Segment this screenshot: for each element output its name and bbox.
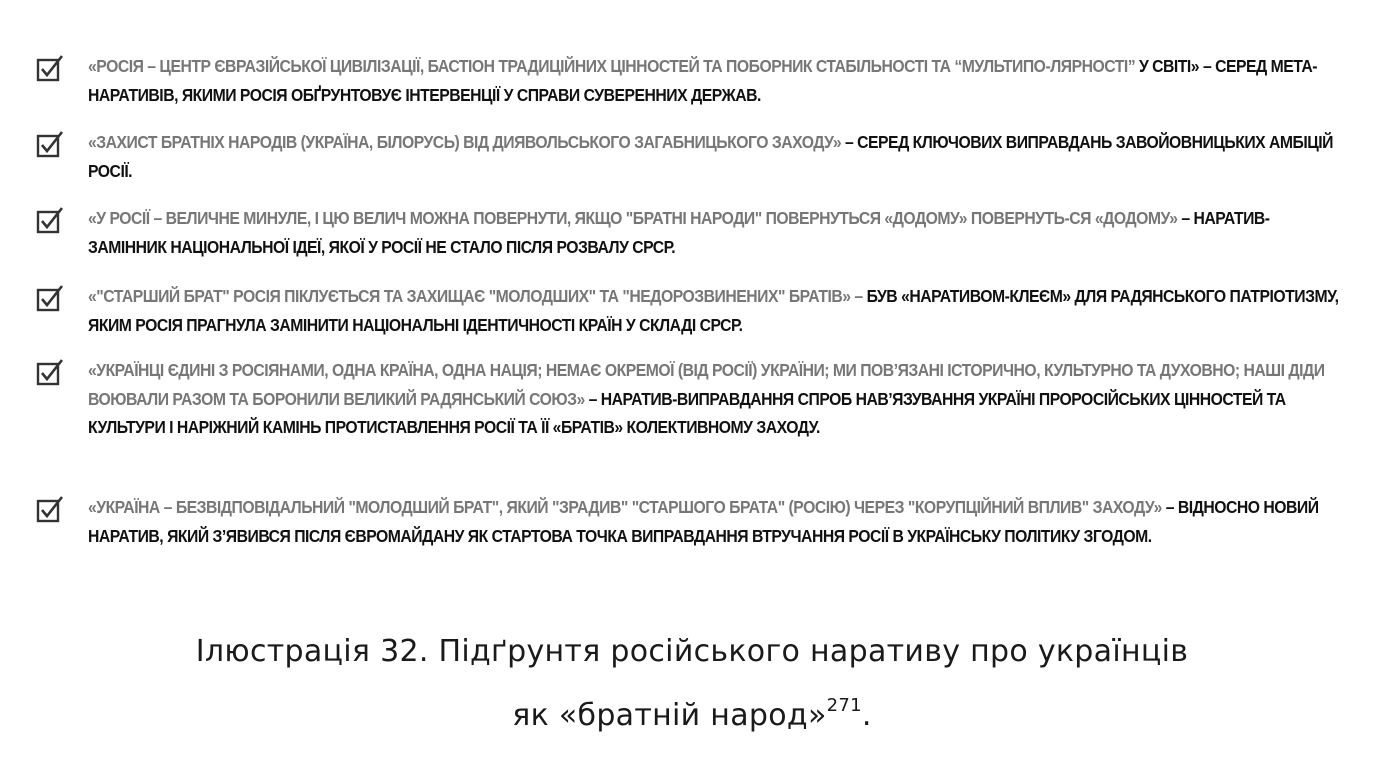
narrative-quote: «РОСІЯ – ЦЕНТР ЄВРАЗІЙСЬКОЇ ЦИВІЛІЗАЦІЇ, БАСТІОН ТРАДИЦІЙНИХ ЦІННОСТЕЙ ТА ПОБОРНИК СТАБІЛЬНОСТІ ТА “МУЛЬТИПО-ЛЯРНОСТІ” [88, 56, 1136, 76]
checked-box-icon [36, 284, 64, 312]
checked-box-icon [36, 206, 64, 234]
list-item-text [88, 282, 1339, 339]
narrative-description: – ВІДНОСНО НОВИЙ НАРАТИВ, ЯКИЙ З’ЯВИВСЯ ПІСЛЯ ЄВРОМАЙДАНУ ЯК СТАРТОВА ТОЧКА ВИПРАВДАННЯ ВТРУЧАННЯ РОСІЇ В УКРАЇНСЬКУ ПОЛІТИКУ ЗГОДОМ. [88, 497, 1319, 546]
narrative-quote: «У РОСІЇ – ВЕЛИЧНЕ МИНУЛЕ, І ЦЮ ВЕЛИЧ МОЖНА ПОВЕРНУТИ, ЯКЩО "БРАТНІ НАРОДИ" ПОВЕРНУТЬСЯ «ДОДОМУ» ПОВЕРНУТЬ-СЯ «ДОДОМУ» [88, 208, 1178, 228]
footnote-marker: 271 [826, 695, 862, 716]
checked-box-icon [36, 130, 64, 158]
narrative-description: – НАРАТИВ-ВИПРАВДАННЯ СПРОБ НАВ’ЯЗУВАННЯ УКРАЇНІ ПРОРОСІЙСЬКИХ ЦІННОСТЕЙ ТА КУЛЬТУРИ І НАРІЖНИЙ КАМІНЬ ПРОТИСТАВЛЕННЯ РОСІЇ ТА ЇЇ «БРАТІВ» КОЛЕКТИВНОМУ ЗАХОДУ. [88, 388, 1286, 437]
narrative-description: У СВІТІ» – СЕРЕД МЕТА-НАРАТИВІВ, ЯКИМИ РОСІЯ ОБҐРУНТОВУЄ ІНТЕРВЕНЦІЇ У СПРАВИ СУВЕРЕННИХ ДЕРЖАВ. [88, 56, 1318, 105]
caption-line-1: Ілюстрація 32. Підґрунтя російського наративу про українців [195, 634, 1189, 669]
list-item-text [88, 128, 1339, 185]
list-item-text [88, 356, 1339, 442]
checked-box-icon [36, 54, 64, 82]
narrative-quote: «ЗАХИСТ БРАТНІХ НАРОДІВ (УКРАЇНА, БІЛОРУСЬ) ВІД ДИЯВОЛЬСЬКОГО ЗАГАБНИЦЬКОГО ЗАХОДУ» [88, 132, 842, 152]
figure-caption [0, 634, 1384, 669]
list-item-text [88, 493, 1339, 550]
narrative-description: – СЕРЕД КЛЮЧОВИХ ВИПРАВДАНЬ ЗАВОЙОВНИЦЬКИХ АМБІЦІЙ РОСІЇ. [88, 132, 1333, 181]
figure-caption-continued [0, 695, 1384, 733]
narrative-quote: «УКРАЇНЦІ ЄДИНІ З РОСІЯНАМИ, ОДНА КРАЇНА, ОДНА НАЦІЯ; НЕМАЄ ОКРЕМОЇ (ВІД РОСІЇ) УКРАЇНИ; МИ ПОВ’ЯЗАНІ ІСТОРИЧНО, КУЛЬТУРНО ТА ДУХОВНО; НАШІ ДІДИ ВОЮВАЛИ РАЗОМ ТА БОРОНИЛИ ВЕЛИКИЙ РАДЯНСЬКИЙ СОЮЗ» [88, 360, 1325, 409]
list-item-text [88, 204, 1339, 261]
narrative-description: БУВ «НАРАТИВОМ-КЛЕЄМ» ДЛЯ РАДЯНСЬКОГО ПАТРІОТИЗМУ, ЯКИМ РОСІЯ ПРАГНУЛА ЗАМІНИТИ НАЦІОНАЛЬНІ ІДЕНТИЧНОСТІ КРАЇН У СКЛАДІ СРСР. [88, 286, 1339, 335]
checked-box-icon [36, 495, 64, 523]
caption-period: . [861, 698, 872, 733]
caption-line-2: як «братній народ» [512, 698, 827, 733]
narrative-quote: «УКРАЇНА – БЕЗВІДПОВІДАЛЬНИЙ "МОЛОДШИЙ БРАТ", ЯКИЙ "ЗРАДИВ" "СТАРШОГО БРАТА" (РОСІЮ) ЧЕРЕЗ "КОРУПЦІЙНИЙ ВПЛИВ" ЗАХОДУ» [88, 497, 1162, 517]
list-item-text [88, 52, 1339, 109]
narrative-quote: «"СТАРШИЙ БРАТ" РОСІЯ ПІКЛУЄТЬСЯ ТА ЗАХИЩАЄ "МОЛОДШИХ" ТА "НЕДОРОЗВИНЕНИХ" БРАТІВ» – [88, 286, 863, 306]
narrative-description: – НАРАТИВ-ЗАМІННИК НАЦІОНАЛЬНОЇ ІДЕЇ, ЯКОЇ У РОСІЇ НЕ СТАЛО ПІСЛЯ РОЗВАЛУ СРСР. [88, 208, 1270, 257]
checked-box-icon [36, 358, 64, 386]
